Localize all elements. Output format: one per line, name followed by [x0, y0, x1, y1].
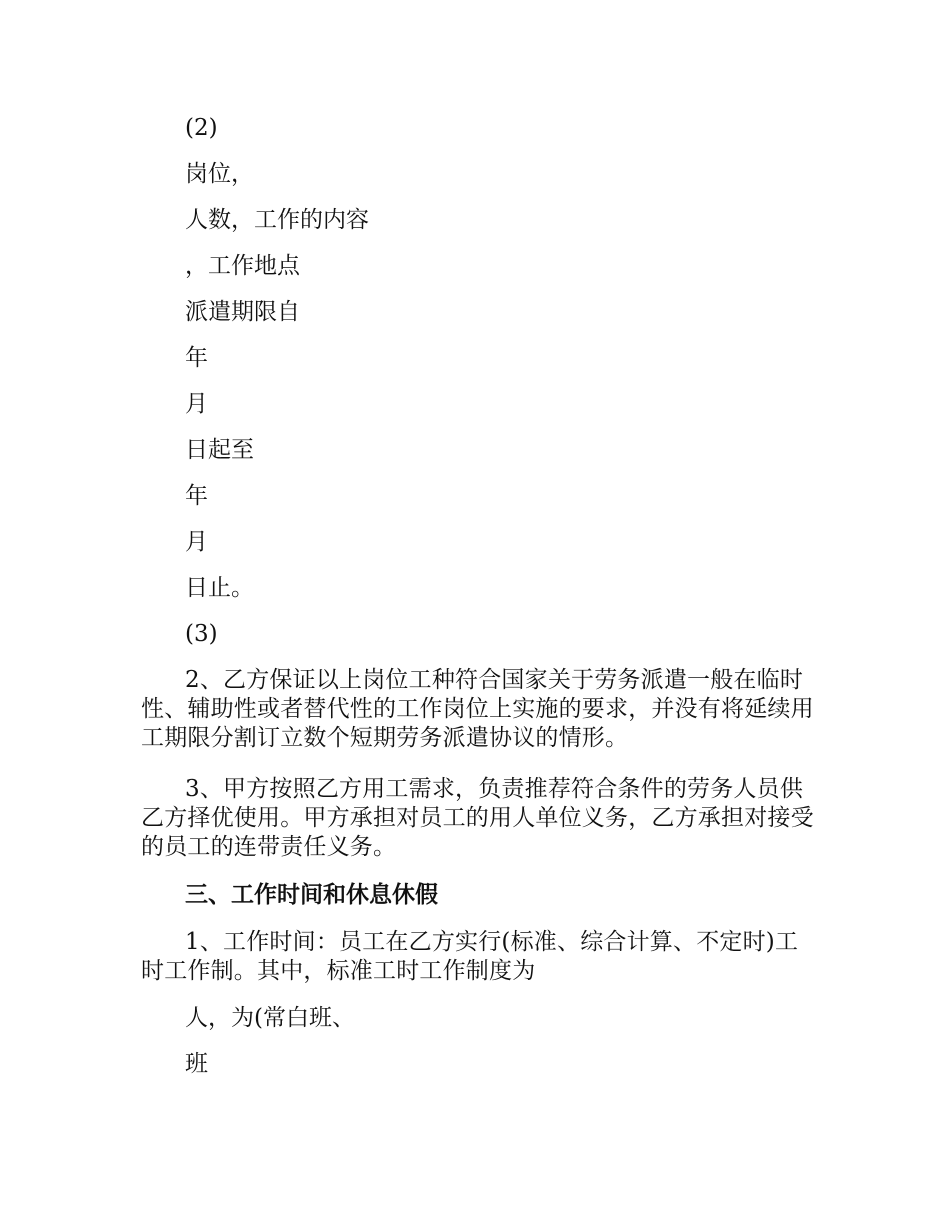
list-marker-2: (2) [185, 115, 218, 141]
text-line: 人数，工作的内容 [185, 207, 369, 233]
text-line: 人，为(常白班、 [185, 1005, 355, 1031]
text-line: 月 [185, 529, 208, 555]
text-line: 岗位， [185, 161, 254, 187]
text-line: 月 [185, 391, 208, 417]
paragraph-work-time: 1、工作时间：员工在乙方实行(标准、综合计算、不定时)工时工作制。其中，标准工时工作制度为 [141, 929, 799, 984]
paragraph-3: 3、甲方按照乙方用工需求，负责推荐符合条件的劳务人员供乙方择优使用。甲方承担对员工的用人单位义务，乙方承担对接受的员工的连带责任义务。 [141, 776, 814, 860]
list-marker-3: (3) [185, 621, 218, 647]
text-line: 班 [185, 1051, 208, 1077]
text-line: 日起至 [185, 437, 254, 463]
paragraph-2: 2、乙方保证以上岗位工种符合国家关于劳务派遣一般在临时性、辅助性或者替代性的工作岗位上实施的要求，并没有将延续用工期限分割订立数个短期劳务派遣协议的情形。 [141, 667, 814, 751]
section-heading: 三、工作时间和休息休假 [185, 882, 438, 908]
text-line: 年 [185, 345, 208, 371]
text-line: ，工作地点 [185, 253, 300, 279]
text-line: 日止。 [185, 575, 254, 601]
text-line: 派遣期限自 [185, 299, 300, 325]
text-line: 年 [185, 483, 208, 509]
